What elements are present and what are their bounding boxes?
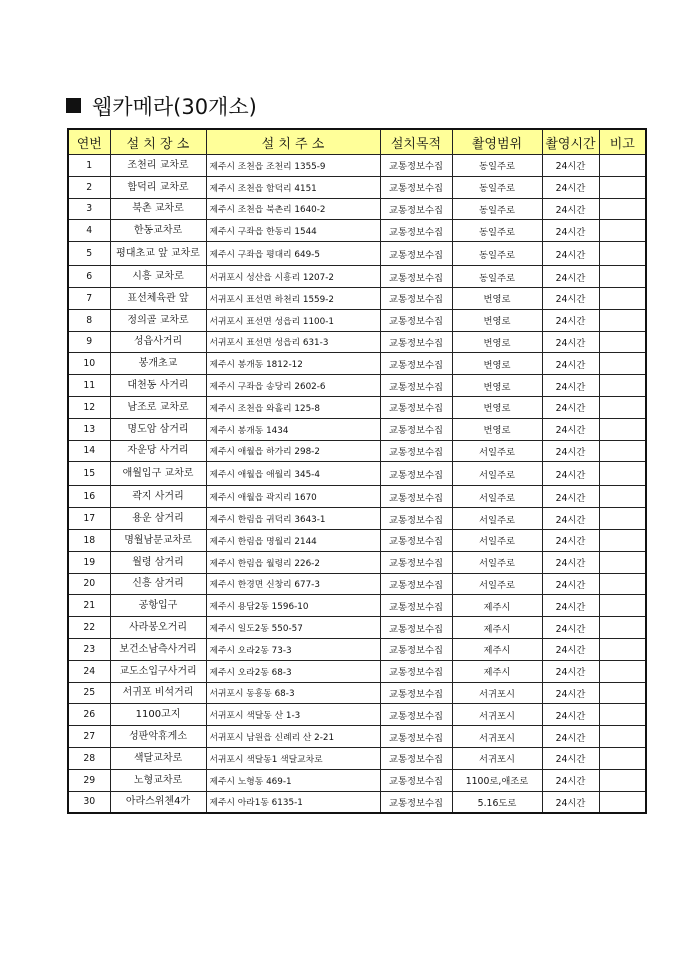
cell-purpose: 교통정보수집 xyxy=(380,440,452,462)
cell-address: 서귀포시 표선면 성읍리 631-3 xyxy=(206,331,380,353)
cell-place: 신흥 삼거리 xyxy=(110,573,206,595)
cell-purpose: 교통정보수집 xyxy=(380,617,452,639)
table-row xyxy=(68,638,646,660)
cell-note xyxy=(599,508,646,530)
table-row xyxy=(68,769,646,791)
cell-range: 1100로,애조로 xyxy=(452,769,542,791)
cell-time: 24시간 xyxy=(542,704,599,726)
cell-address: 제주시 일도2동 550-57 xyxy=(206,617,380,639)
cell-address: 제주시 조천읍 북촌리 1640-2 xyxy=(206,198,380,220)
cell-address: 제주시 구좌읍 평대리 649-5 xyxy=(206,242,380,266)
header-row xyxy=(68,129,646,155)
cell-range: 서일주로 xyxy=(452,573,542,595)
cell-address: 제주시 구좌읍 송당리 2602-6 xyxy=(206,375,380,397)
table-row xyxy=(68,440,646,462)
cell-address: 서귀포시 색달동1 색달교차로 xyxy=(206,747,380,769)
cell-note xyxy=(599,529,646,551)
cell-purpose: 교통정보수집 xyxy=(380,176,452,198)
cell-note xyxy=(599,791,646,813)
cell-address: 제주시 구좌읍 한동리 1544 xyxy=(206,220,380,242)
cell-place: 평대초교 앞 교차로 xyxy=(110,242,206,266)
cell-address: 제주시 애월읍 애월리 345-4 xyxy=(206,462,380,486)
table-row xyxy=(68,176,646,198)
table-row xyxy=(68,242,646,266)
cell-place: 함덕리 교차로 xyxy=(110,176,206,198)
cell-time: 24시간 xyxy=(542,508,599,530)
cell-time: 24시간 xyxy=(542,660,599,682)
cell-time: 24시간 xyxy=(542,551,599,573)
cell-range: 동일주로 xyxy=(452,176,542,198)
cell-range: 번영로 xyxy=(452,375,542,397)
table-row xyxy=(68,331,646,353)
cell-no: 28 xyxy=(68,747,110,769)
cell-address: 제주시 오라2동 68-3 xyxy=(206,660,380,682)
cell-range: 서일주로 xyxy=(452,508,542,530)
cell-note xyxy=(599,726,646,748)
cell-purpose: 교통정보수집 xyxy=(380,266,452,288)
cell-time: 24시간 xyxy=(542,331,599,353)
cell-no: 14 xyxy=(68,440,110,462)
cell-address: 제주시 애월읍 곽지리 1670 xyxy=(206,486,380,508)
cell-note xyxy=(599,396,646,418)
cell-note xyxy=(599,551,646,573)
cell-no: 3 xyxy=(68,198,110,220)
cell-time: 24시간 xyxy=(542,396,599,418)
cell-range: 서귀포시 xyxy=(452,682,542,704)
table-row xyxy=(68,726,646,748)
cell-purpose: 교통정보수집 xyxy=(380,660,452,682)
cell-purpose: 교통정보수집 xyxy=(380,331,452,353)
table-row xyxy=(68,508,646,530)
cell-place: 대천동 사거리 xyxy=(110,375,206,397)
cell-address: 제주시 한림읍 명월리 2144 xyxy=(206,529,380,551)
cell-note xyxy=(599,638,646,660)
table-row xyxy=(68,287,646,309)
table-row xyxy=(68,375,646,397)
cell-place: 공항입구 xyxy=(110,595,206,617)
cell-place: 용운 삼거리 xyxy=(110,508,206,530)
cell-purpose: 교통정보수집 xyxy=(380,747,452,769)
cell-time: 24시간 xyxy=(542,573,599,595)
table-row xyxy=(68,309,646,331)
cell-no: 22 xyxy=(68,617,110,639)
cell-note xyxy=(599,418,646,440)
cell-note xyxy=(599,617,646,639)
cell-note xyxy=(599,375,646,397)
cell-range: 번영로 xyxy=(452,396,542,418)
cell-time: 24시간 xyxy=(542,287,599,309)
cell-range: 제주시 xyxy=(452,638,542,660)
cell-place: 애월입구 교차로 xyxy=(110,462,206,486)
cell-time: 24시간 xyxy=(542,486,599,508)
table-row xyxy=(68,682,646,704)
cell-no: 21 xyxy=(68,595,110,617)
cell-no: 27 xyxy=(68,726,110,748)
table-row xyxy=(68,198,646,220)
cell-address: 서귀포시 표선면 하천리 1559-2 xyxy=(206,287,380,309)
cell-purpose: 교통정보수집 xyxy=(380,287,452,309)
cell-purpose: 교통정보수집 xyxy=(380,198,452,220)
cell-time: 24시간 xyxy=(542,638,599,660)
table-row xyxy=(68,418,646,440)
cell-note xyxy=(599,440,646,462)
square-bullet-icon xyxy=(66,98,81,113)
table-row xyxy=(68,791,646,813)
cell-purpose: 교통정보수집 xyxy=(380,462,452,486)
cell-place: 남조로 교차로 xyxy=(110,396,206,418)
header-cell-range: 촬영범위 xyxy=(452,129,542,155)
cell-time: 24시간 xyxy=(542,440,599,462)
cell-no: 8 xyxy=(68,309,110,331)
cell-no: 11 xyxy=(68,375,110,397)
cell-no: 6 xyxy=(68,266,110,288)
cell-place: 교도소입구사거리 xyxy=(110,660,206,682)
cell-no: 15 xyxy=(68,462,110,486)
cell-range: 서일주로 xyxy=(452,529,542,551)
cell-time: 24시간 xyxy=(542,353,599,375)
cell-purpose: 교통정보수집 xyxy=(380,769,452,791)
table-row xyxy=(68,595,646,617)
cell-place: 성읍사거리 xyxy=(110,331,206,353)
cell-range: 서일주로 xyxy=(452,486,542,508)
cell-place: 서귀포 비석거리 xyxy=(110,682,206,704)
cell-no: 4 xyxy=(68,220,110,242)
cell-place: 성판악휴게소 xyxy=(110,726,206,748)
header-cell-note: 비고 xyxy=(599,129,646,155)
cell-place: 조천리 교차로 xyxy=(110,155,206,177)
cell-purpose: 교통정보수집 xyxy=(380,353,452,375)
table-row xyxy=(68,660,646,682)
cell-purpose: 교통정보수집 xyxy=(380,242,452,266)
cell-no: 19 xyxy=(68,551,110,573)
header-cell-no: 연번 xyxy=(68,129,110,155)
cell-note xyxy=(599,682,646,704)
table-row xyxy=(68,396,646,418)
cell-place: 명도암 삼거리 xyxy=(110,418,206,440)
cell-no: 9 xyxy=(68,331,110,353)
cell-no: 7 xyxy=(68,287,110,309)
cell-purpose: 교통정보수집 xyxy=(380,396,452,418)
cell-address: 제주시 조천읍 와흘리 125-8 xyxy=(206,396,380,418)
cell-address: 제주시 아라1동 6135-1 xyxy=(206,791,380,813)
cell-range: 번영로 xyxy=(452,353,542,375)
cell-range: 서귀포시 xyxy=(452,704,542,726)
cell-address: 제주시 노형동 469-1 xyxy=(206,769,380,791)
cell-address: 제주시 애월읍 하가리 298-2 xyxy=(206,440,380,462)
table-row xyxy=(68,220,646,242)
cell-purpose: 교통정보수집 xyxy=(380,638,452,660)
cell-address: 서귀포시 색달동 산 1-3 xyxy=(206,704,380,726)
cell-note xyxy=(599,287,646,309)
cell-place: 곽지 사거리 xyxy=(110,486,206,508)
table-row xyxy=(68,704,646,726)
cell-time: 24시간 xyxy=(542,309,599,331)
cell-note xyxy=(599,242,646,266)
cell-address: 제주시 한경면 신창리 677-3 xyxy=(206,573,380,595)
table-row xyxy=(68,155,646,177)
cell-time: 24시간 xyxy=(542,242,599,266)
cell-note xyxy=(599,155,646,177)
cell-place: 시흥 교차로 xyxy=(110,266,206,288)
cell-address: 제주시 봉개동 1812-12 xyxy=(206,353,380,375)
cell-place: 한동교차로 xyxy=(110,220,206,242)
cell-time: 24시간 xyxy=(542,726,599,748)
cell-no: 2 xyxy=(68,176,110,198)
table-body xyxy=(68,155,646,814)
cell-no: 24 xyxy=(68,660,110,682)
cell-purpose: 교통정보수집 xyxy=(380,309,452,331)
cell-place: 정의골 교차로 xyxy=(110,309,206,331)
cell-range: 서귀포시 xyxy=(452,747,542,769)
cell-place: 봉개초교 xyxy=(110,353,206,375)
cell-no: 5 xyxy=(68,242,110,266)
cell-time: 24시간 xyxy=(542,769,599,791)
cell-range: 서일주로 xyxy=(452,462,542,486)
cell-time: 24시간 xyxy=(542,176,599,198)
cell-no: 10 xyxy=(68,353,110,375)
cell-note xyxy=(599,595,646,617)
webcam-table xyxy=(67,128,647,814)
cell-range: 번영로 xyxy=(452,309,542,331)
cell-time: 24시간 xyxy=(542,529,599,551)
cell-time: 24시간 xyxy=(542,266,599,288)
cell-no: 26 xyxy=(68,704,110,726)
cell-address: 제주시 한림읍 월령리 226-2 xyxy=(206,551,380,573)
cell-address: 제주시 한림읍 귀덕리 3643-1 xyxy=(206,508,380,530)
cell-time: 24시간 xyxy=(542,617,599,639)
header-cell-time: 촬영시간 xyxy=(542,129,599,155)
table-row xyxy=(68,573,646,595)
cell-address: 제주시 오라2동 73-3 xyxy=(206,638,380,660)
cell-place: 보건소남측사거리 xyxy=(110,638,206,660)
cell-place: 아라스위첸4가 xyxy=(110,791,206,813)
cell-time: 24시간 xyxy=(542,418,599,440)
cell-note xyxy=(599,266,646,288)
cell-range: 번영로 xyxy=(452,418,542,440)
table-row xyxy=(68,353,646,375)
table-row xyxy=(68,529,646,551)
cell-place: 북촌 교차로 xyxy=(110,198,206,220)
cell-purpose: 교통정보수집 xyxy=(380,529,452,551)
cell-place: 색달교차로 xyxy=(110,747,206,769)
cell-range: 동일주로 xyxy=(452,198,542,220)
cell-range: 서일주로 xyxy=(452,440,542,462)
cell-place: 자운당 사거리 xyxy=(110,440,206,462)
cell-place: 표선체육관 앞 xyxy=(110,287,206,309)
cell-purpose: 교통정보수집 xyxy=(380,595,452,617)
cell-purpose: 교통정보수집 xyxy=(380,486,452,508)
cell-address: 서귀포시 동흥동 68-3 xyxy=(206,682,380,704)
table-row xyxy=(68,462,646,486)
cell-no: 18 xyxy=(68,529,110,551)
cell-place: 1100고지 xyxy=(110,704,206,726)
cell-note xyxy=(599,176,646,198)
cell-purpose: 교통정보수집 xyxy=(380,726,452,748)
cell-address: 제주시 조천읍 함덕리 4151 xyxy=(206,176,380,198)
table-row xyxy=(68,486,646,508)
header-cell-purpose: 설치목적 xyxy=(380,129,452,155)
cell-address: 제주시 봉개동 1434 xyxy=(206,418,380,440)
cell-range: 동일주로 xyxy=(452,266,542,288)
cell-address: 서귀포시 표선면 성읍리 1100-1 xyxy=(206,309,380,331)
cell-range: 번영로 xyxy=(452,331,542,353)
cell-purpose: 교통정보수집 xyxy=(380,155,452,177)
cell-time: 24시간 xyxy=(542,375,599,397)
cell-purpose: 교통정보수집 xyxy=(380,682,452,704)
cell-no: 13 xyxy=(68,418,110,440)
cell-note xyxy=(599,353,646,375)
cell-purpose: 교통정보수집 xyxy=(380,551,452,573)
cell-time: 24시간 xyxy=(542,155,599,177)
cell-no: 1 xyxy=(68,155,110,177)
cell-no: 17 xyxy=(68,508,110,530)
cell-note xyxy=(599,462,646,486)
cell-note xyxy=(599,573,646,595)
cell-note xyxy=(599,769,646,791)
cell-range: 동일주로 xyxy=(452,155,542,177)
document-title xyxy=(66,92,257,122)
cell-time: 24시간 xyxy=(542,595,599,617)
cell-time: 24시간 xyxy=(542,791,599,813)
cell-no: 23 xyxy=(68,638,110,660)
cell-no: 29 xyxy=(68,769,110,791)
cell-address: 제주시 용담2동 1596-10 xyxy=(206,595,380,617)
cell-purpose: 교통정보수집 xyxy=(380,375,452,397)
cell-place: 노형교차로 xyxy=(110,769,206,791)
cell-purpose: 교통정보수집 xyxy=(380,220,452,242)
cell-no: 20 xyxy=(68,573,110,595)
header-cell-address: 설 치 주 소 xyxy=(206,129,380,155)
cell-address: 서귀포시 성산읍 시흥리 1207-2 xyxy=(206,266,380,288)
cell-purpose: 교통정보수집 xyxy=(380,508,452,530)
cell-note xyxy=(599,660,646,682)
header-cell-place: 설 치 장 소 xyxy=(110,129,206,155)
cell-purpose: 교통정보수집 xyxy=(380,791,452,813)
cell-place: 사라봉오거리 xyxy=(110,617,206,639)
cell-time: 24시간 xyxy=(542,220,599,242)
cell-note xyxy=(599,309,646,331)
cell-address: 서귀포시 남원읍 신례리 산 2-21 xyxy=(206,726,380,748)
cell-note xyxy=(599,220,646,242)
table-row xyxy=(68,747,646,769)
cell-address: 제주시 조천읍 조천리 1355-9 xyxy=(206,155,380,177)
table-row xyxy=(68,617,646,639)
cell-range: 동일주로 xyxy=(452,220,542,242)
table-row xyxy=(68,266,646,288)
cell-no: 25 xyxy=(68,682,110,704)
cell-time: 24시간 xyxy=(542,198,599,220)
cell-no: 30 xyxy=(68,791,110,813)
cell-no: 12 xyxy=(68,396,110,418)
title-text: 웹카메라(30개소) xyxy=(92,95,257,119)
cell-note xyxy=(599,486,646,508)
cell-range: 동일주로 xyxy=(452,242,542,266)
cell-note xyxy=(599,704,646,726)
table-row xyxy=(68,551,646,573)
cell-note xyxy=(599,747,646,769)
cell-purpose: 교통정보수집 xyxy=(380,573,452,595)
cell-range: 5.16도로 xyxy=(452,791,542,813)
cell-range: 제주시 xyxy=(452,660,542,682)
cell-no: 16 xyxy=(68,486,110,508)
cell-range: 번영로 xyxy=(452,287,542,309)
cell-note xyxy=(599,198,646,220)
cell-time: 24시간 xyxy=(542,682,599,704)
cell-range: 서귀포시 xyxy=(452,726,542,748)
cell-range: 제주시 xyxy=(452,595,542,617)
cell-place: 명월남문교차로 xyxy=(110,529,206,551)
cell-place: 월령 삼거리 xyxy=(110,551,206,573)
cell-range: 제주시 xyxy=(452,617,542,639)
cell-time: 24시간 xyxy=(542,747,599,769)
cell-purpose: 교통정보수집 xyxy=(380,418,452,440)
cell-note xyxy=(599,331,646,353)
cell-range: 서일주로 xyxy=(452,551,542,573)
cell-time: 24시간 xyxy=(542,462,599,486)
cell-purpose: 교통정보수집 xyxy=(380,704,452,726)
